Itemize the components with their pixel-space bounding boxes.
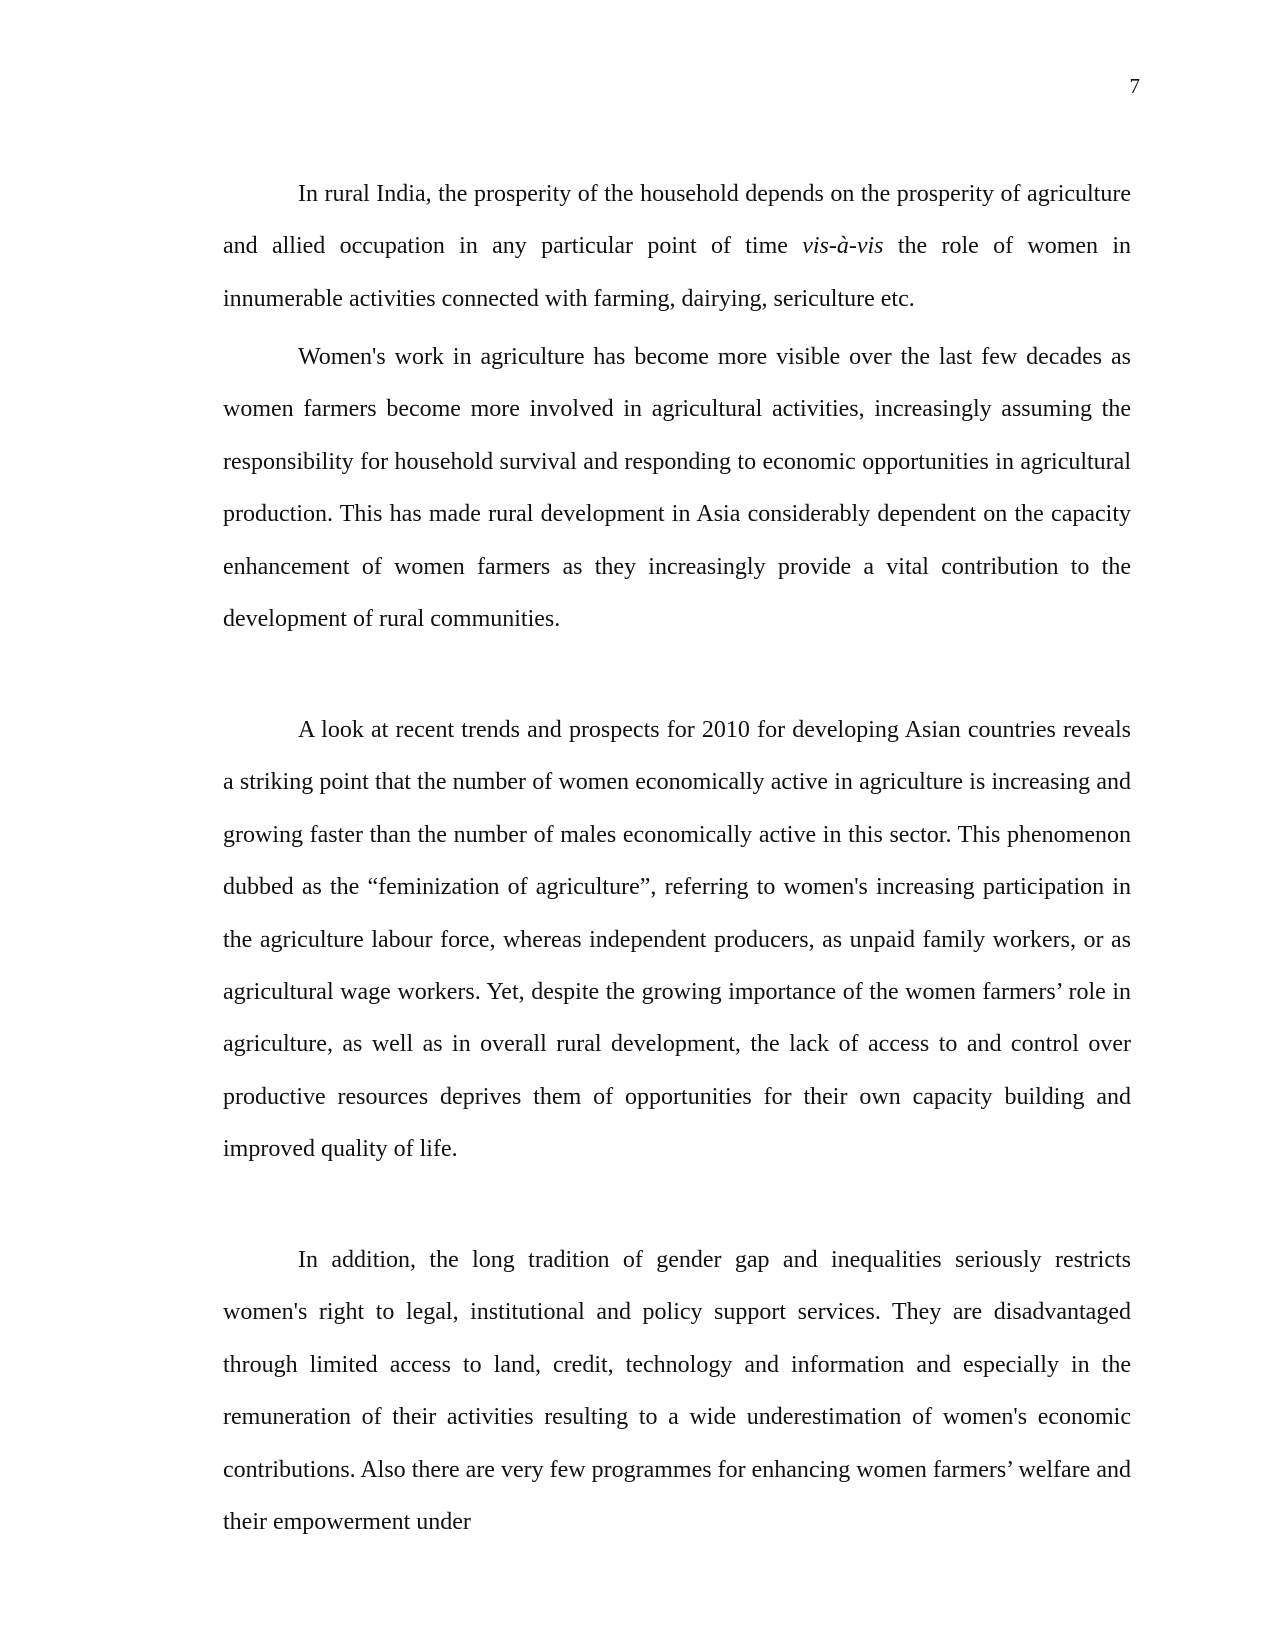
body-text <box>223 168 1131 1548</box>
paragraph-3: A look at recent trends and prospects for 2010 for developing Asian countries reveals a striking point that the number of women economically active in agriculture is increasing and growing faster than the number of males economically active in this sector. This phenomenon dubbed as the “feminization of agriculture”, referring to women's increasing participation in the agriculture labour force, whereas independent producers, as unpaid family workers, or as agricultural wage workers. Yet, despite the growing importance of the women farmers’ role in agriculture, as well as in overall rural development, the lack of access to and control over productive resources deprives them of opportunities for their own capacity building and improved quality of life. <box>223 717 1131 1163</box>
paragraph-1-trail-text: the role of women in innumerable activities connected with farming, dairying, sericulture etc. <box>223 233 1131 312</box>
italic-phrase: vis-à-vis <box>802 233 884 260</box>
paragraph-2: Women's work in agriculture has become more visible over the last few decades as women farmers become more involved in agricultural activities, increasingly assuming the responsibility for household survival and responding to economic opportunities in agricultural production. This has made rural development in Asia considerably dependent on the capacity enhancement of women farmers as they increasingly provide a vital contribution to the development of rural communities. <box>223 344 1131 633</box>
paragraph-1 <box>223 168 1131 325</box>
paragraph-4: In addition, the long tradition of gender gap and inequalities seriously restricts women's right to legal, institutional and policy support services. They are disadvantaged through limited access to land, credit, technology and information and especially in the remuneration of their activities resulting to a wide underestimation of women's economic contributions. Also there are very few programmes for enhancing women farmers’ welfare and their empowerment under <box>223 1247 1131 1536</box>
paragraph-1-lead-text: In rural India, the prosperity of the household depends on the prosperity of agriculture and allied occupation in any particular point of time <box>223 181 1131 260</box>
page-number: 7 <box>1129 74 1140 98</box>
